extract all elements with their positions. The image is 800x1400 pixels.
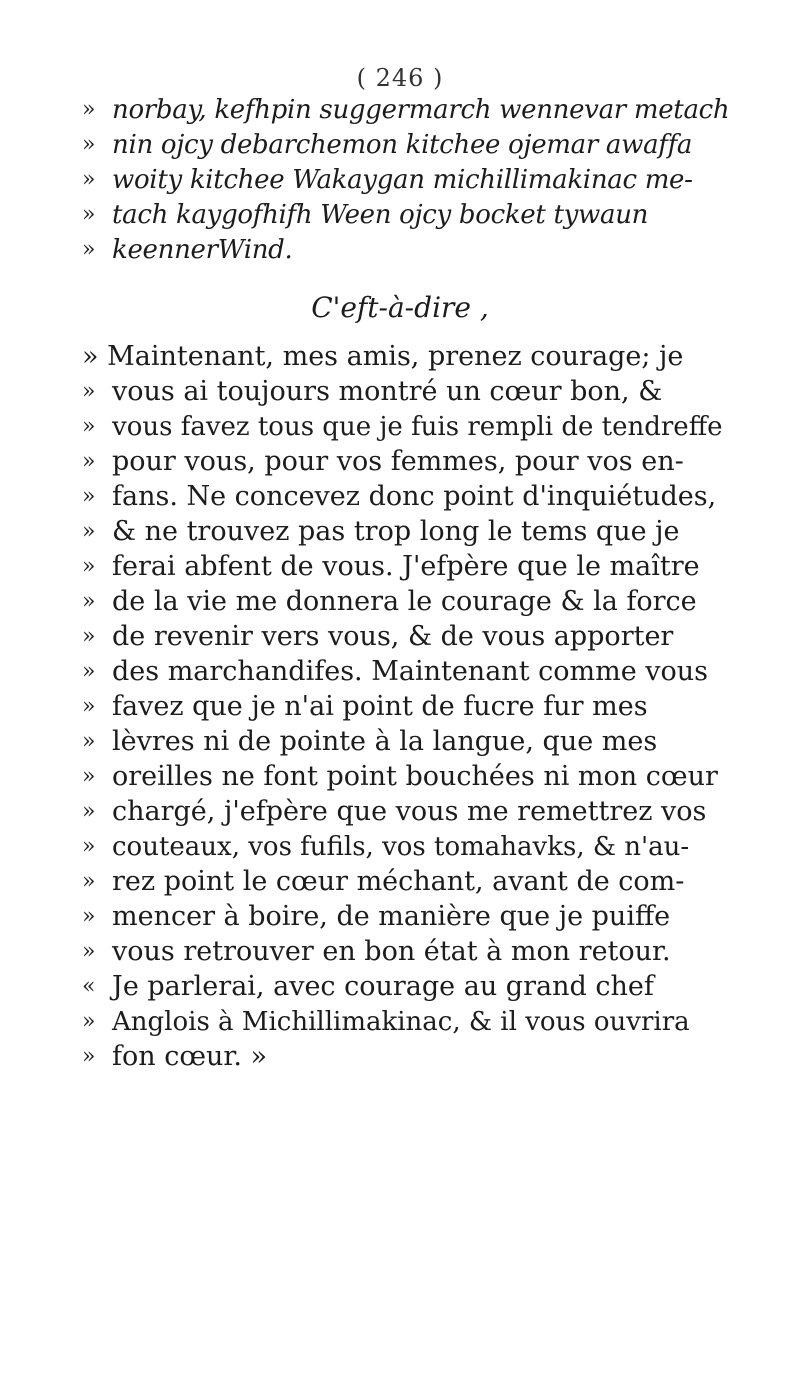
- line-text: des marchandifes. Maintenant comme vous: [112, 656, 709, 687]
- text-line: [0, 687, 800, 727]
- quote-mark: »: [82, 414, 96, 439]
- text-line: [0, 407, 800, 447]
- text-line: [0, 722, 800, 762]
- quote-mark: »: [82, 379, 96, 404]
- text-line: [0, 582, 800, 622]
- text-line: [0, 442, 800, 482]
- text-line: [0, 792, 800, 832]
- text-line: [0, 195, 800, 235]
- line-text: & ne trouvez pas trop long le tems que je: [112, 516, 680, 547]
- text-line: [0, 512, 800, 552]
- quote-mark: »: [82, 939, 96, 964]
- quote-mark: »: [82, 97, 96, 122]
- quote-mark: »: [82, 694, 96, 719]
- quote-mark: »: [82, 202, 96, 227]
- quote-mark: »: [82, 1044, 96, 1069]
- line-text: de la vie me donnera le courage & la force: [112, 586, 697, 617]
- line-text: pour vous, pour vos femmes, pour vos en-: [112, 446, 684, 477]
- text-line: [0, 757, 800, 797]
- line-text: fans. Ne concevez donc point d'inquiétudes,: [112, 481, 717, 512]
- quote-mark: »: [82, 834, 96, 859]
- text-line: [0, 1037, 800, 1077]
- text-line: [0, 477, 800, 517]
- line-text: vous ai toujours montré un cœur bon, &: [112, 376, 663, 407]
- quote-mark: »: [82, 554, 96, 579]
- quote-mark: »: [82, 904, 96, 929]
- text-line: [0, 652, 800, 692]
- quote-mark: »: [82, 1009, 96, 1034]
- text-line: [0, 1002, 800, 1042]
- line-text: lèvres ni de pointe à la langue, que mes: [112, 726, 658, 757]
- line-text: rez point le cœur méchant, avant de com-: [112, 866, 685, 897]
- line-text: couteaux, vos fufils, vos tomahavks, & n'au-: [112, 832, 690, 862]
- text-line: [0, 862, 800, 902]
- line-text: oreilles ne font point bouchées ni mon cœur: [112, 761, 718, 792]
- text-line: [0, 547, 800, 587]
- text-line: [0, 967, 800, 1007]
- text-line: [0, 617, 800, 657]
- page-number: ( 246 ): [356, 64, 444, 92]
- quote-mark: »: [82, 659, 96, 684]
- line-text: norbay, kefhpin suggermarch wennevar metach: [112, 95, 730, 125]
- text-line: [0, 337, 800, 377]
- quote-mark: »: [82, 519, 96, 544]
- quote-mark: »: [82, 764, 96, 789]
- line-text: mencer à boire, de manière que je puiffe: [112, 901, 671, 932]
- line-text: Je parlerai, avec courage au grand chef: [112, 971, 654, 1002]
- text-line: [0, 932, 800, 972]
- line-text: fon cœur. »: [112, 1041, 268, 1072]
- quote-mark: »: [82, 799, 96, 824]
- line-text: Anglois à Michillimakinac, & il vous ouvrira: [112, 1007, 690, 1037]
- line-text: de revenir vers vous, & de vous apporter: [112, 621, 674, 652]
- quote-mark: «: [82, 974, 96, 999]
- quote-mark: »: [82, 449, 96, 474]
- quote-mark: »: [82, 589, 96, 614]
- line-text: » Maintenant, mes amis, prenez courage; je: [82, 341, 684, 372]
- quote-mark: »: [82, 484, 96, 509]
- text-line: [0, 90, 800, 130]
- text-line: [0, 230, 800, 270]
- text-line: [0, 372, 800, 412]
- quote-mark: »: [82, 237, 96, 262]
- quote-mark: »: [82, 167, 96, 192]
- line-text: woity kitchee Wakaygan michillimakinac me-: [112, 165, 693, 195]
- text-line: [0, 827, 800, 867]
- line-text: vous favez tous que je fuis rempli de tendreffe: [112, 412, 723, 442]
- quote-mark: »: [82, 869, 96, 894]
- quote-mark: »: [82, 624, 96, 649]
- line-text: nin ojcy debarchemon kitchee ojemar awaffa: [112, 130, 693, 160]
- line-text: keennerWind.: [112, 235, 293, 265]
- text-line: [0, 897, 800, 937]
- line-text: ferai abfent de vous. J'efpère que le maître: [112, 551, 700, 582]
- text-line: [0, 125, 800, 165]
- quote-mark: »: [82, 729, 96, 754]
- text-line: [0, 160, 800, 200]
- line-text: chargé, j'efpère que vous me remettrez vos: [112, 796, 707, 827]
- line-text: tach kaygofhifh Ween ojcy bocket tywaun: [112, 200, 649, 230]
- line-text: favez que je n'ai point de fucre fur mes: [112, 691, 648, 722]
- quote-mark: »: [82, 132, 96, 157]
- line-text: vous retrouver en bon état à mon retour.: [112, 936, 671, 967]
- section-heading: C'eft-à-dire ,: [311, 291, 489, 324]
